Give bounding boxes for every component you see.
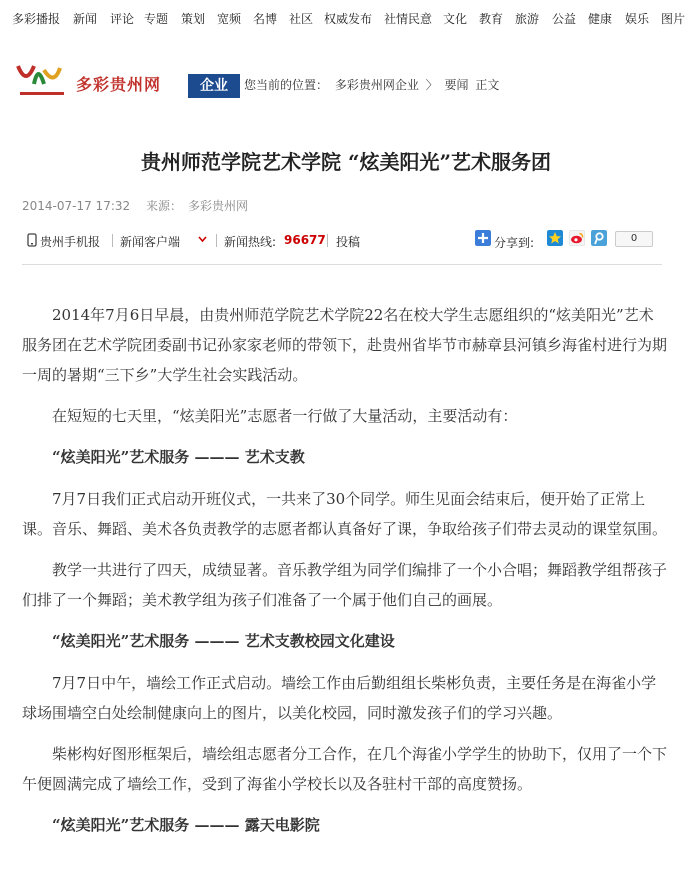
nav-item[interactable]: 公益 <box>552 12 577 26</box>
nav-item[interactable]: 策划 <box>181 12 206 26</box>
nav-item[interactable]: 专题 <box>144 12 169 26</box>
article-title: 贵州师范学院艺术学院 “炫美阳光”艺术服务团 <box>141 150 551 174</box>
nav-item[interactable]: 健康 <box>588 12 613 26</box>
divider <box>327 234 328 247</box>
divider <box>216 234 217 247</box>
qzone-star-icon[interactable] <box>547 230 563 246</box>
article-meta <box>22 197 260 214</box>
source-value[interactable]: 多彩贵州网 <box>187 199 248 213</box>
nav-item[interactable]: 宽频 <box>217 12 242 26</box>
section-heading: “炫美阳光”艺术服务 ——— 艺术支教 <box>52 448 305 466</box>
divider <box>112 234 113 247</box>
nav-item[interactable]: 图片 <box>661 12 686 26</box>
breadcrumb-link[interactable]: 要闻 <box>444 78 469 92</box>
logo-mark-icon <box>14 56 74 104</box>
nav-item[interactable]: 旅游 <box>515 12 540 26</box>
submit-link[interactable]: 投稿 <box>336 235 361 249</box>
article-body <box>22 300 668 852</box>
site-header <box>0 36 692 116</box>
breadcrumb-current: 正文 <box>475 78 500 92</box>
breadcrumb <box>244 76 502 93</box>
nav-item[interactable]: 文化 <box>443 12 468 26</box>
logo-text: 多彩贵州网 <box>76 75 162 94</box>
paragraph: 7月7日中午，墙绘工作正式启动。墙绘工作由后勤组组长柴彬负责，主要任务是在海雀小学球场围墙空白处绘制健康向上的图片，以美化校园，同时激发孩子们的学习兴趣。 <box>22 674 657 722</box>
section-heading: “炫美阳光”艺术服务 ——— 露天电影院 <box>52 816 320 834</box>
share-bar <box>475 229 665 251</box>
breadcrumb-link[interactable]: 多彩贵州网企业 <box>334 78 419 92</box>
paragraph: 柴彬构好图形框架后，墙绘组志愿者分工合作，在几个海雀小学学生的协助下，仅用了一个下午便圆满完成了墙绘工作，受到了海雀小学校长以及各驻村干部的高度赞扬。 <box>22 745 668 793</box>
breadcrumb-prefix: 您当前的位置： <box>244 78 329 92</box>
share-label: 分享到: <box>494 236 535 250</box>
nav-item[interactable]: 娱乐 <box>625 12 650 26</box>
nav-item[interactable]: 社区 <box>289 12 314 26</box>
article-toolbar <box>22 228 662 254</box>
mobile-paper-link[interactable]: 贵州手机报 <box>40 235 101 249</box>
nav-item[interactable]: 权威发布 <box>324 12 373 26</box>
tencent-weibo-icon[interactable] <box>591 230 607 246</box>
paragraph: 在短短的七天里，“炫美阳光”志愿者一行做了大量活动，主要活动有： <box>52 407 518 425</box>
chevron-down-icon[interactable] <box>198 236 207 243</box>
weibo-icon[interactable] <box>569 230 585 246</box>
section-heading: “炫美阳光”艺术服务 ——— 艺术支教校园文化建设 <box>52 632 395 650</box>
paragraph: 教学一共进行了四天，成绩显著。音乐教学组为同学们编排了一个小合唱；舞蹈教学组帮孩子们排了一个舞蹈；美术教学组为孩子们准备了一个属于他们自己的画展。 <box>22 561 668 609</box>
nav-item[interactable]: 多彩播报 <box>12 12 61 26</box>
paragraph: 7月7日我们正式启动开班仪式，一共来了30个同学。师生见面会结束后，便开始了正常上课。音乐、舞蹈、美术各负责教学的志愿者都认真备好了课，争取给孩子们带去灵动的课堂氛围。 <box>22 490 668 538</box>
source-label: 来源： <box>145 199 182 213</box>
nav-item[interactable]: 社情民意 <box>384 12 433 26</box>
nav-item[interactable]: 新闻 <box>73 12 98 26</box>
hotline-label: 新闻热线: <box>224 235 277 249</box>
section-badge[interactable]: 企业 <box>188 74 240 98</box>
top-navigation <box>0 0 692 36</box>
nav-item[interactable]: 名博 <box>253 12 278 26</box>
breadcrumb-separator: 〉 <box>425 78 438 92</box>
share-plus-icon[interactable] <box>475 230 491 246</box>
share-count: 0 <box>615 231 653 247</box>
paragraph: 2014年7月6日早晨，由贵州师范学院艺术学院22名在校大学生志愿组织的“炫美阳光”艺术服务团在艺术学院团委副书记孙家家老师的带领下，赴贵州省毕节市赫章县河镇乡海雀村进行为期一周的暑期“三下乡”大学生社会实践活动。 <box>22 306 668 384</box>
header-divider <box>22 264 662 265</box>
phone-icon <box>27 233 37 247</box>
hotline-number: 96677 <box>284 233 326 247</box>
site-logo[interactable] <box>14 56 184 104</box>
nav-item[interactable]: 评论 <box>110 12 135 26</box>
publish-date: 2014-07-17 17:32 <box>22 199 131 213</box>
news-client-link[interactable]: 新闻客户端 <box>120 235 181 249</box>
nav-item[interactable]: 教育 <box>479 12 504 26</box>
